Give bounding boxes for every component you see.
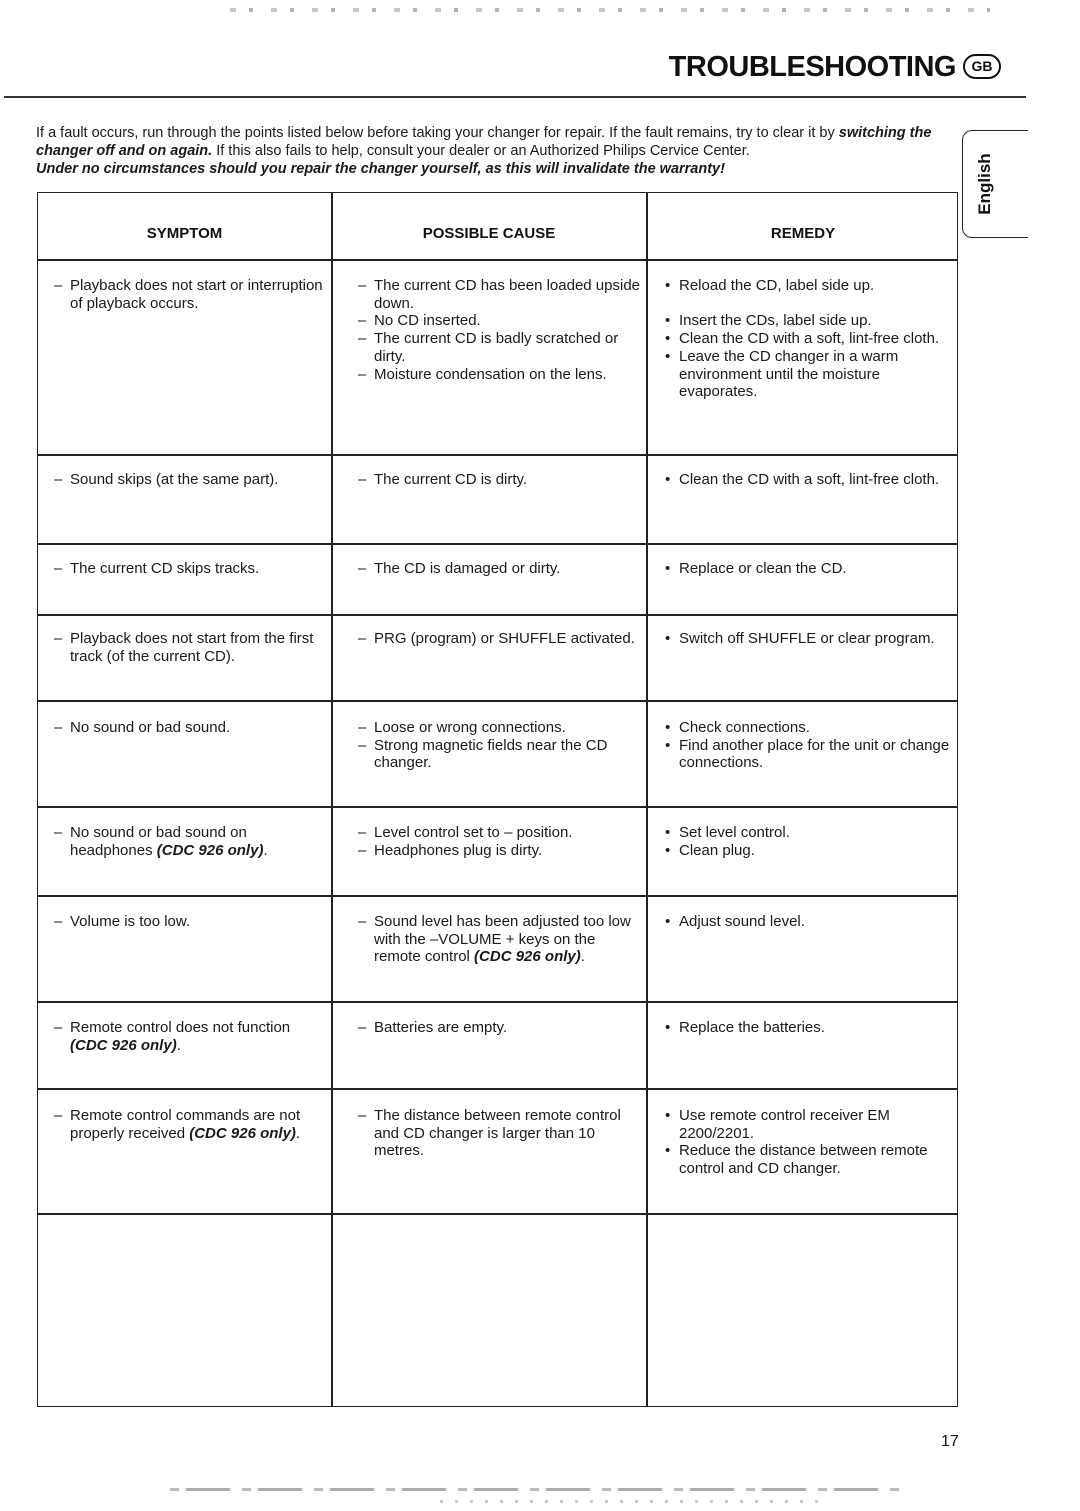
remedy-item: • Insert the CDs, label side up. (663, 312, 955, 330)
cause-item: – Loose or wrong connections. (358, 719, 644, 737)
symptom-text-end: . (263, 841, 268, 859)
symptom-item: – No sound or bad sound. (54, 719, 324, 737)
symptom-cell (54, 1107, 324, 1142)
cause-text-end: . (580, 948, 585, 966)
remedy-item: • Find another place for the unit or change connections. (663, 737, 955, 772)
header-remedy: REMEDY (770, 225, 836, 242)
scan-artifact-top (230, 8, 990, 12)
remedy-item: • Clean the CD with a soft, lint-free cloth. (663, 330, 955, 348)
cause-item: – The CD is damaged or dirty. (358, 560, 644, 578)
cause-item: – Moisture condensation on the lens. (358, 366, 644, 384)
remedy-item: • Check connections. (663, 719, 955, 737)
symptom-item: – Playback does not start from the first track (of the current CD). (54, 630, 324, 665)
cause-item: – The distance between remote control and CD changer is larger than 10 metres. (358, 1107, 644, 1160)
remedy-item: • Replace or clean the CD. (663, 560, 955, 578)
cause-item: – PRG (program) or SHUFFLE activated. (358, 630, 644, 648)
symptom-cell (54, 630, 324, 665)
intro-emphasis: switching the changer off and on again. (36, 125, 932, 159)
header-rule (4, 96, 1026, 98)
cause-item: – Strong magnetic fields near the CD changer. (358, 737, 644, 772)
remedy-item: • Set level control. (663, 824, 955, 842)
symptom-cell (54, 1019, 324, 1054)
symptom-item: – Playback does not start or interruption of playback occurs. (54, 277, 324, 312)
cause-cell (358, 471, 644, 489)
column-divider (646, 193, 648, 1406)
cause-cell (358, 719, 644, 772)
symptom-text: Remote control does not function (70, 1019, 291, 1036)
remedy-item: • Reload the CD, label side up. (663, 277, 955, 295)
cause-item: – Batteries are empty. (358, 1019, 644, 1037)
row-divider (38, 895, 957, 897)
remedy-cell (663, 719, 955, 772)
symptom-item (54, 824, 324, 859)
scan-artifact-bottom (170, 1488, 900, 1491)
remedy-item: • Use remote control receiver EM 2200/2201. (663, 1107, 955, 1142)
remedy-cell (663, 560, 955, 578)
remedy-item: • Reduce the distance between remote control and CD changer. (663, 1142, 955, 1177)
remedy-cell (663, 824, 955, 859)
remedy-item: • Replace the batteries. (663, 1019, 955, 1037)
symptom-item (54, 1107, 324, 1142)
cause-item: – Level control set to – position. (358, 824, 644, 842)
symptom-cell (54, 913, 324, 931)
row-divider (38, 1001, 957, 1003)
symptom-cell (54, 719, 324, 737)
remedy-item: • Clean the CD with a soft, lint-free cloth. (663, 471, 955, 489)
symptom-cell (54, 560, 324, 578)
cause-item: – The current CD is dirty. (358, 471, 644, 489)
row-divider (38, 1088, 957, 1090)
remedy-cell (663, 1019, 955, 1037)
cause-item: – The current CD has been loaded upside down. (358, 277, 644, 312)
symptom-item: – The current CD skips tracks. (54, 560, 324, 578)
remedy-cell (663, 277, 955, 401)
cause-cell (358, 913, 644, 966)
remedy-item: • Switch off SHUFFLE or clear program. (663, 630, 955, 648)
row-divider (38, 1213, 957, 1215)
remedy-item: • Clean plug. (663, 842, 955, 860)
symptom-text-end: . (176, 1036, 181, 1054)
header-symptom: SYMPTOM (146, 225, 223, 242)
row-divider (38, 454, 957, 456)
intro-paragraph (36, 124, 936, 178)
symptom-item (54, 1019, 324, 1054)
symptom-text-end: . (295, 1124, 301, 1142)
remedy-cell (663, 913, 955, 931)
column-divider (331, 193, 333, 1406)
intro-text-2: If this also fails to help, consult your dealer or an Authorized Philips Cervice Center. (212, 143, 750, 159)
warranty-warning: Under no circumstances should you repair the changer yourself, as this will invalidate the warranty! (36, 161, 725, 177)
page-title: TROUBLESHOOTING (668, 51, 956, 83)
symptom-text: No sound or bad sound on headphones (70, 824, 247, 859)
symptom-item: – Sound skips (at the same part). (54, 471, 324, 489)
troubleshooting-table (37, 192, 958, 1407)
cause-cell (358, 560, 644, 578)
row-divider (38, 259, 957, 261)
model-note: (CDC 926 only) (189, 1124, 296, 1142)
page-number: 17 (941, 1433, 959, 1450)
symptom-cell (54, 471, 324, 489)
symptom-cell (54, 824, 324, 859)
model-note: (CDC 926 only) (70, 1036, 177, 1054)
remedy-cell (663, 1107, 955, 1178)
cause-cell (358, 824, 644, 859)
cause-cell (358, 1019, 644, 1037)
language-side-tab (962, 130, 1028, 238)
symptom-text: Remote control commands are not properly received (70, 1107, 301, 1142)
cause-item (358, 913, 644, 966)
cause-item: – The current CD is badly scratched or dirty. (358, 330, 644, 365)
cause-item: – Headphones plug is dirty. (358, 842, 644, 860)
cause-cell (358, 630, 644, 648)
row-divider (38, 614, 957, 616)
language-tab-label: English (975, 153, 994, 215)
language-badge: GB (963, 54, 1001, 79)
row-divider (38, 806, 957, 808)
scan-artifact-bottom (440, 1500, 820, 1503)
cause-text: Sound level has been adjusted too low with the –VOLUME + keys on the remote control (374, 913, 631, 966)
remedy-cell (663, 630, 955, 648)
model-note: (CDC 926 only) (474, 948, 581, 966)
intro-text-1: If a fault occurs, run through the points listed below before taking your changer for repair. If the fault remains, try to clear it by (36, 125, 839, 141)
row-divider (38, 543, 957, 545)
model-note: (CDC 926 only) (156, 841, 264, 859)
remedy-item: • Leave the CD changer in a warm environment until the moisture evaporates. (663, 348, 955, 401)
row-divider (38, 700, 957, 702)
cause-item: – No CD inserted. (358, 312, 644, 330)
symptom-item: – Volume is too low. (54, 913, 324, 931)
remedy-item: • Adjust sound level. (663, 913, 955, 931)
cause-cell (358, 277, 644, 383)
remedy-cell (663, 471, 955, 489)
symptom-cell (54, 277, 324, 312)
header-possible-cause: POSSIBLE CAUSE (422, 225, 556, 242)
cause-cell (358, 1107, 644, 1160)
